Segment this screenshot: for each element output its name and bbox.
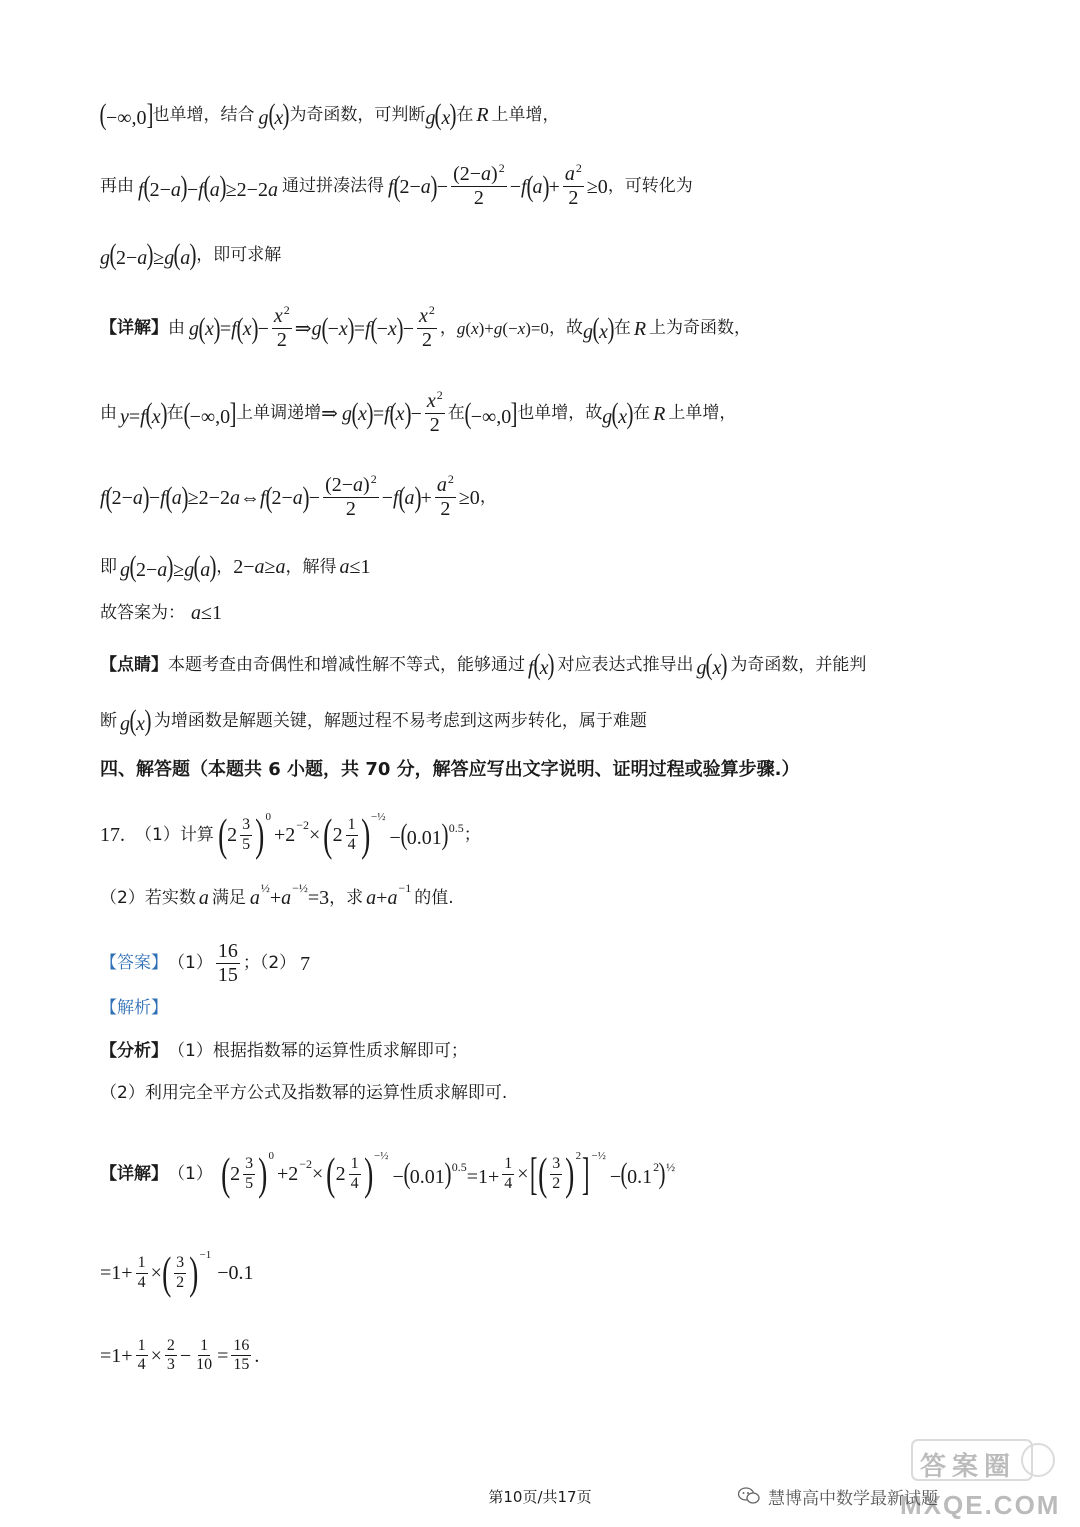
text-run: 由 <box>100 403 117 423</box>
comment-tag: 【点睛】 <box>100 654 168 675</box>
analysis-line <box>100 1000 1020 1017</box>
math-expr: g(x) <box>602 396 634 430</box>
text-run: 在 <box>456 104 474 125</box>
fenxi-line <box>100 1043 1020 1060</box>
answer-tag: 【答案】 <box>100 953 168 973</box>
math-expr: R <box>653 402 666 425</box>
math-expr: g(x)+g(−x)=0 <box>456 319 549 338</box>
text-run: （2）若实数 <box>100 887 196 908</box>
text-run: ，解得 <box>285 556 337 577</box>
math-expr: f(x) <box>528 648 555 681</box>
text-run: 为增函数是解题关键，解题过程不易考虑到这两步转化，属于难题 <box>153 710 647 731</box>
text-run: ，可转化为 <box>607 176 693 196</box>
solution-line <box>100 305 1020 352</box>
solution-line <box>100 240 1020 270</box>
fenxi-tag: 【分析】 <box>100 1041 168 1061</box>
math-expr: ( 2 $\frac{3}{5}$ ) 0 $+2^{-2}\times$ ( 2 $\frac{1}{4}$ ) −½ $-(0.01)^{0.5}$ <box>217 809 464 860</box>
math-expr: R <box>476 104 489 126</box>
text-run: 为奇函数，可判断 <box>289 104 426 125</box>
detail-tag: 【详解】 <box>100 1163 168 1184</box>
math-expr: (−∞,0] <box>99 98 154 131</box>
text-run: 上为奇函数， <box>649 318 752 338</box>
detail-tag: 【详解】 <box>100 318 168 338</box>
math-expr: g(x) <box>582 311 615 345</box>
detail-line <box>100 1148 1020 1199</box>
question-17-part2 <box>100 881 1020 909</box>
section-heading: 四、解答题（本题共 6 小题，共 70 分，解答应写出文字说明、证明过程或验算步骤.） <box>100 759 800 780</box>
text-run: ；（2） <box>242 953 297 973</box>
math-expr: g(2−a)≥g(a) <box>120 550 217 583</box>
math-expr: (−∞,0] <box>464 396 518 430</box>
math-expr: =1+ $\frac{1}{4}$ × ( $\frac{3}{2}$ ) −1 −0.1 <box>100 1247 254 1298</box>
solution-line <box>100 474 1020 521</box>
text-run: 为奇函数，并能判 <box>730 654 867 675</box>
question-number: 17. <box>100 824 125 846</box>
math-expr: a <box>198 887 209 909</box>
text-run: 再由 <box>100 176 134 196</box>
math-expr: f ( 2− a ) − $\frac{(2-a)^2}{2}$ − f ( a ) + $\frac{a^2}{2}$ ≥0 <box>387 161 608 209</box>
math-expr: ⇒ g ( x ) = f ( x ) − $\frac{x^2}{2}$ <box>321 388 443 436</box>
solution-line <box>100 706 1020 736</box>
solution-line <box>100 100 1020 130</box>
watermark-site: MXQE.COM <box>900 1490 1061 1520</box>
text-run: 由 <box>168 318 185 338</box>
text-run: 上单调递增 <box>236 403 322 423</box>
math-expr: ( 2 $\frac{3}{5}$ ) 0 $+2^{-2}\times$ ( 2 $\frac{1}{4}$ ) −½ $-(0.01)^{0.5}=1+$ $\frac{1}{4}$ × [ ( $\frac{3}{2}$ ) 2 ] −½ $-(0.1^2)^{\frac{1}{2}}$ <box>220 1148 676 1199</box>
text-run: （1） <box>168 953 213 973</box>
text-run: （1） <box>168 1163 213 1184</box>
math-expr: a≤1 <box>339 556 371 578</box>
text-run: 在 <box>613 318 631 338</box>
solution-line <box>100 650 1020 680</box>
math-expr: 2−a≥a <box>233 556 286 578</box>
text-run: 也单增，结合 <box>152 104 255 125</box>
math-expr: f ( 2− a ) − f ( a ) ≥2−2 a ⇔ f ( 2− a ) − $\frac{(2-a)^2}{2}$ − f ( a ) + $\frac{a^2}{2}$ ≥0 <box>100 472 480 520</box>
math-expr: (−∞,0] <box>183 396 237 430</box>
solution-line <box>100 603 1020 623</box>
math-expr: f(2−a)−f(a)≥2−2a <box>138 169 278 203</box>
text-run: 7 <box>300 952 311 975</box>
analysis-tag: 【解析】 <box>100 998 168 1018</box>
detail-line <box>100 1337 1020 1375</box>
math-expr: g(2−a)≥g(a) <box>100 238 197 271</box>
text-run: ； <box>463 824 481 845</box>
text-run: 在 <box>633 403 651 423</box>
text-run: ， <box>439 318 457 338</box>
text-run: ，故 <box>548 318 583 338</box>
text-run: 即 <box>100 556 117 577</box>
text-run: 上单增， <box>491 104 560 125</box>
math-expr: =1+ $\frac{1}{4}$ × $\frac{2}{3}$ − $\frac{1}{10}$ = $\frac{16}{15}$ . <box>100 1337 260 1374</box>
text-run: 的值. <box>414 887 454 908</box>
page-footer: 第10页/共17页 <box>488 1488 592 1506</box>
text-run: 上单增， <box>668 403 737 423</box>
math-expr: g(x) <box>258 98 290 131</box>
text-run: 在 <box>447 403 465 423</box>
answer-line <box>100 940 1020 987</box>
text-run: 满足 <box>211 887 246 908</box>
text-run: （1）计算 <box>135 824 214 845</box>
fenxi-line-2 <box>100 1085 1020 1102</box>
math-expr: $\frac{16}{15}$ <box>217 940 238 986</box>
text-run: 也单增，故 <box>517 403 603 423</box>
text-run: 在 <box>166 403 184 423</box>
math-expr: g(x) <box>120 704 152 737</box>
text-run: 本题考查由奇偶性和增减性解不等式，能够通过 <box>168 654 525 675</box>
math-expr: g ( x ) = f ( x ) − $\frac{x^2}{2}$ ⇒ g ( − x ) = f ( − x ) − $\frac{x^2}{2}$ <box>189 303 435 351</box>
text-run: 断 <box>100 710 117 731</box>
text-run: ， <box>479 487 497 507</box>
math-expr: $a^{\frac{1}{2}}+a^{-\frac{1}{2}}=3$ <box>249 881 330 909</box>
solution-line <box>100 163 1020 210</box>
text-run: 故答案为： <box>100 602 185 623</box>
text-run: （2）利用完全平方公式及指数幂的运算性质求解即可. <box>100 1083 508 1103</box>
text-run: （1）根据指数幂的运算性质求解即可； <box>168 1041 468 1061</box>
text-run: 对应表达式推导出 <box>557 654 694 675</box>
text-run: 通过拼凑法得 <box>281 176 384 196</box>
math-expr: R <box>633 317 647 340</box>
math-expr: g(x) <box>696 648 728 681</box>
math-expr: g(x) <box>425 98 457 131</box>
math-expr: a≤1 <box>191 602 222 624</box>
detail-line <box>100 1247 1020 1298</box>
question-17-part1 <box>100 809 1020 860</box>
watermark-stamp-text: 答案圈 <box>920 1452 1017 1482</box>
watermark-text: 慧博高中数学最新试题 <box>768 1488 938 1509</box>
math-expr: y=f(x) <box>120 396 168 430</box>
solution-line <box>100 390 1020 437</box>
solution-line <box>100 552 1020 582</box>
text-run: ， <box>216 556 234 577</box>
math-expr: $a+a^{-1}$ <box>366 881 412 909</box>
text-run: ，求 <box>329 887 364 908</box>
text-run: ，即可求解 <box>196 244 282 265</box>
